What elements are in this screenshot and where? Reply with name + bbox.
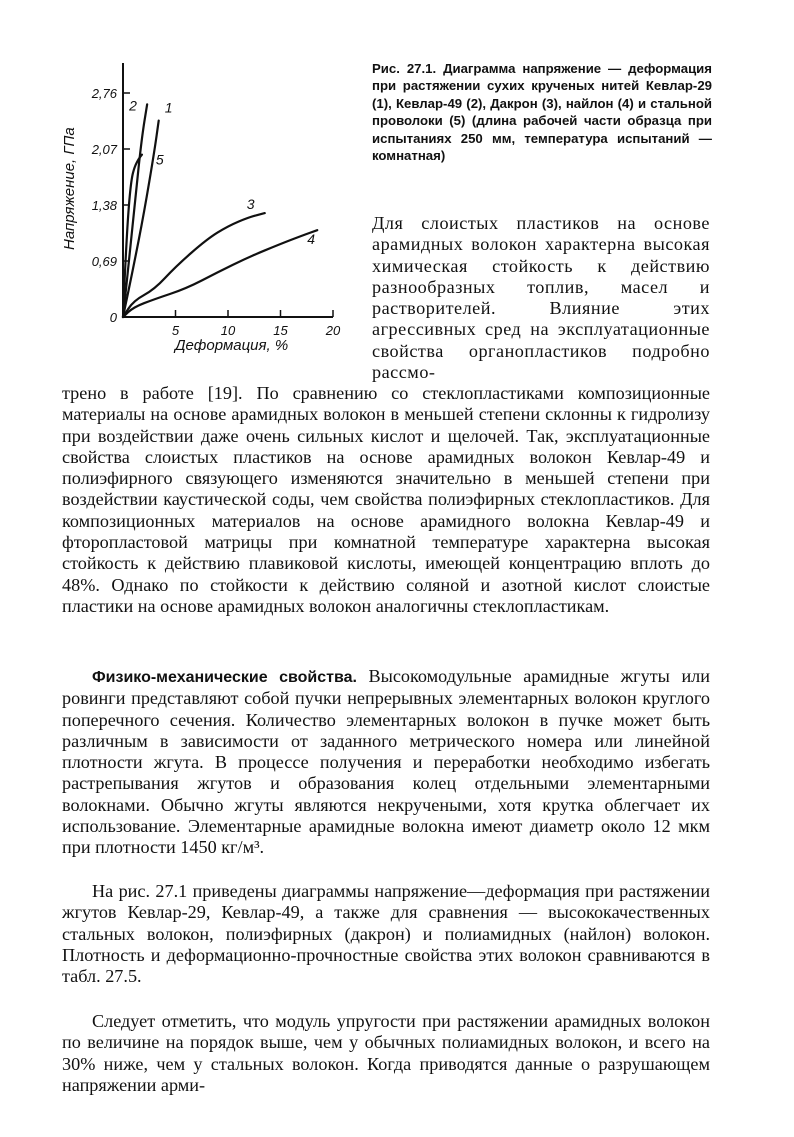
curve-label-2: 2 — [129, 97, 137, 114]
section-lead-title: Физико-механические свойства. — [92, 669, 357, 686]
curve-label-3: 3 — [246, 196, 255, 213]
caption-lead: Рис. 27.1. — [372, 61, 437, 76]
paragraph-modulus: Следует отметить, что модуль упругости при растяжении арамидных волокон по величине на порядок выше, чем у обычных полиамидных волокон, и всего на 30% ниже, чем у стальных волокон. Когда приводятся данные о разрушающем напряжении арми- — [62, 1011, 710, 1095]
x-tick-label: 20 — [325, 323, 341, 338]
curve-labels — [128, 97, 315, 247]
curve-label-5: 5 — [155, 151, 164, 168]
chart-curves — [123, 104, 317, 317]
paragraph-chemical-resistance-cont: трено в работе [19]. По сравнению со стеклопластиками композиционные материалы на основе арамидных волокон в меньшей степени склонны к гидролизу при воздействии даже очень сильных кислот и щелочей. Так, эксплуатационные свойства слоистых пластиков на основе арамидных волокон Кевлар-49 и полиэфирного связующего изменяются значительно в меньшей степени при воздействии каустической соды, чем свойства полиэфирных стеклопластиков. Для композиционных материалов на основе арамидного волокна Кевлар-49 и фторопластовой матрицы при комнатной температуре характерна высокая стойкость к действию плавиковой кислоты, имеющей концентрацию вплоть до 48%. Однако по стойкости к действию соляной и азотной кислот слоистые пластики на основе арамидных волокон аналогичны стеклопластикам. — [62, 383, 710, 616]
curve-label-4: 4 — [307, 231, 316, 248]
y-tick-label: 0 — [109, 310, 117, 325]
y-axis-label: Напряжение, ГПа — [61, 127, 78, 250]
chart-axes — [123, 63, 333, 317]
curve-4 — [123, 230, 317, 317]
x-tick-label: 10 — [220, 323, 236, 338]
y-tick-label: 1,38 — [91, 198, 117, 213]
y-tick-label: 2,07 — [91, 142, 117, 157]
x-tick-label: 5 — [171, 323, 180, 338]
paragraph-body: Высокомодульные арамидные жгуты или ровинги представляют собой пучки непрерывных элементарных волокон круглого поперечного сечения. Количество элементарных волокон в пучке может быть различным в зависимости от заданного метрического номера или линейной плотности жгута. В процессе получения и переработки необходимо избегать растрепывания жгутов и образования колец отдельными элементарными волокнами. Обычно жгуты являются некручеными, хотя крутка облегчает их использование. Элементарные арамидные волокна имеют диаметр около 12 мкм при плотности 1450 кг/м³. — [62, 666, 710, 858]
curve-label-1: 1 — [164, 99, 173, 116]
y-tick-label: 2,76 — [91, 86, 117, 101]
figure-caption — [372, 60, 712, 164]
paragraph-figure-reference: На рис. 27.1 приведены диаграммы напряжение—деформация при растяжении жгутов Кевлар-29, Кевлар-49, а также для сравнения — высококачественных стальных волокон, полиэфирных (дакрон) и полиамидных (найлон) волокон. Плотность и деформационно-прочностные свойства этих волокон сравниваются в табл. 27.5. — [62, 881, 710, 987]
paragraph-physical-mechanical — [62, 666, 710, 859]
curve-3 — [123, 213, 265, 317]
paragraph-chemical-resistance-start: Для слоистых пластиков на основе арамидных волокон характерна высокая химическая стойкость к действию разнообразных топлив, масел и растворителей. Влияние этих агрессивных сред на эксплуатационные свойства органопластиков подробно рассмо- — [372, 213, 710, 383]
x-axis-label: Деформация, % — [175, 337, 289, 354]
axis-lines — [123, 63, 333, 317]
y-tick-label: 0,69 — [91, 254, 117, 269]
x-tick-label: 15 — [273, 323, 288, 338]
stress-strain-chart — [60, 55, 360, 360]
caption-body: Диаграмма напряжение — деформация при растяжении сухих крученых нитей Кевлар-29 (1), Кевлар-49 (2), Дакрон (3), найлон (4) и стальной проволоки (5) (длина рабочей части образца при испытаниях 250 мм, температура испытаний — комнатная) — [372, 61, 712, 164]
